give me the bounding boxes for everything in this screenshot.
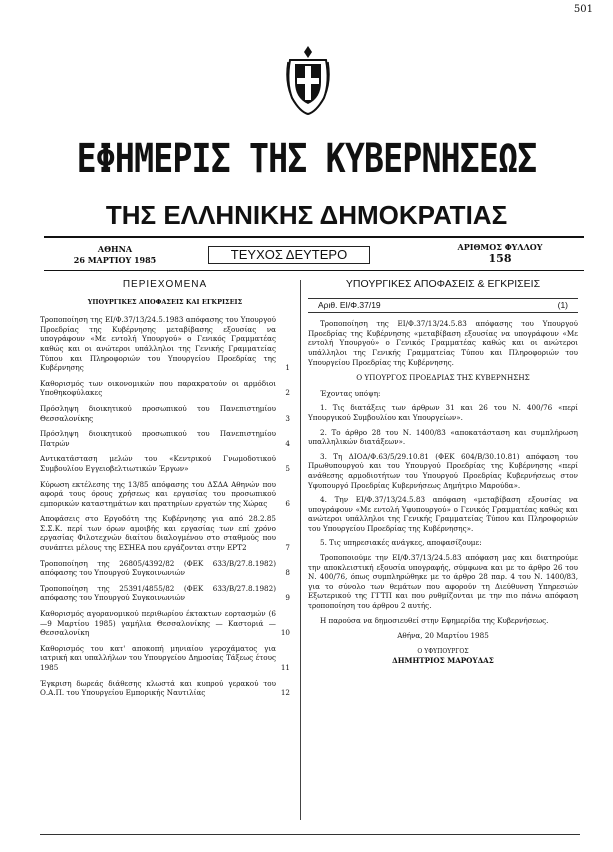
- decision-text: Τροποποιούμε την ΕΙ/Φ.37/13/24.5.83 απόφαση μας και διατηρούμε την αποκλειστική εξουσία υπογραφής, σύμφωνα και με το άρθρο 26 του Ν. 400/76, όπως συμπληρώθηκε με το άρθρο 28 παρ. 4 του Ν. 1400/83, για το σύνολο των θεμάτων που αφορούν τη Διεύθυνση Υπηρεσιών Εξωτερικού της ΓΓΤΠ και που ρυθμίζονται με την πιο πάνω απόφαση τροποποίηση του άρθρου 2 αυτής.: [308, 553, 578, 611]
- date: 26 ΜΑΡΤΙΟΥ 1985: [73, 255, 157, 265]
- bottom-rule: [40, 834, 580, 835]
- issue-place-date: [60, 244, 170, 266]
- sheet-info: [440, 242, 560, 264]
- contents-heading: ΠΕΡΙΕΧΟΜΕΝΑ: [122, 279, 208, 290]
- issue-box: ΤΕΥΧΟΣ ΔΕΥΤΕΡΟ: [208, 246, 370, 264]
- having-regard: Έχοντας υπόψη:: [320, 388, 381, 398]
- masthead-subtitle: ΤΗΣ ΕΛΛΗΝΙΚΗΣ ΔΗΜΟΚΡΑΤΙΑΣ: [105, 200, 508, 230]
- minister-heading: Ο ΥΠΟΥΡΓΟΣ ΠΡΟΕΔΡΙΑΣ ΤΗΣ ΚΥΒΕΡΝΗΣΗΣ: [356, 373, 530, 383]
- contents-item: Αντικατάσταση μελών του «Κεντρικού Γνωμοδοτικού Συμβουλίου Εγγειοβελτιωτικών Έργων» 5: [40, 454, 290, 473]
- top-rule: [44, 236, 584, 238]
- decisions-heading: ΥΠΟΥΡΓΙΚΕΣ ΑΠΟΦΑΣΕΙΣ & ΕΓΚΡΙΣΕΙΣ: [345, 278, 541, 290]
- decision-reference: [308, 298, 578, 314]
- legal-point: 3. Τη ΔΙΟΔ/Φ.63/5/29.10.81 (ΦΕΚ 604/Β/30.10.81) απόφαση του Πρωθυπουργού και του Υπουργού Προεδρίας της Κυβέρνησης «περί ανάθεσης αρμοδιοτήτων του Υπουργού Προεδρίας Κυβερνήσεως στον Υφυπουργό Προεδρίας Κυβερνήσεως Δημήτριο Μαρούδα».: [308, 451, 578, 490]
- signer-name: ΔΗΜΗΤΡΙΟΣ ΜΑΡΟΥΔΑΣ: [392, 656, 494, 666]
- contents-item: Τροποποίηση της 25391/4855/82 (ΦΕΚ 633/Β/27.8.1982) απόφασης του Υπουργού Συγκοινωνιών 9: [40, 583, 290, 603]
- signer-role: Ο ΥΦΥΠΟΥΡΓΟΣ: [417, 647, 469, 655]
- contents-item: Καθορισμός των οικονομικών που παρακρατούν οι αρμόδιοι Υποθηκοφύλακες 2: [40, 378, 290, 398]
- sheet-label: ΑΡΙΘΜΟΣ ΦΥΛΛΟΥ: [457, 242, 543, 252]
- contents-item: Καθορισμός του κατ' αποκοπή μηνιαίου γεροχάματος για ιατρική και υπαλλήλων του Υπουργείου Δημοσίας Τάξεως έτους 1985 11: [40, 643, 290, 672]
- contents-column: [40, 280, 290, 704]
- contents-item: Πρόσληψη διοικητικού προσωπικού του Πανεπιστημίου Θεσσαλονίκης 3: [40, 403, 290, 423]
- reference-index: (1): [557, 299, 568, 310]
- legal-point: 1. Τις διατάξεις των άρθρων 31 και 26 του Ν. 400/76 «περί Υπουργικού Συμβουλίου και Υπουργείων».: [308, 403, 578, 422]
- place-date: Αθήνα, 20 Μαρτίου 1985: [397, 631, 489, 641]
- publish-order: Η παρούσα να δημοσιευθεί στην Εφημερίδα της Κυβερνήσεως.: [320, 615, 549, 625]
- reference-number: Αριθ. ΕΙ/Φ.37/19: [318, 299, 381, 310]
- legal-point: 2. Το άρθρο 28 του Ν. 1400/83 «αποκατάσταση και συμπλήρωση υπαλληλικών διατάξεων».: [308, 427, 578, 447]
- contents-item: Καθορισμός αγορανομικού περιθωρίου έκτακτων εορτασμών (6—9 Μαρτίου 1985) γαμήλια Θεσσαλονίκης — Καστοριά — Θεσσαλονίκη 10: [40, 609, 290, 638]
- header-rule: [44, 270, 584, 271]
- decision-column: [308, 280, 578, 666]
- decision-title: Τροποποίηση της ΕΙ/Φ.37/13/24.5.83 απόφασης του Υπουργού Προεδρίας της Κυβέρνησης «μεταβίβαση εξουσίας να υπογράφουν «Με εντολή Υπουργού» ο Γενικός Γραμματέας καθώς και οι ανώτεροι υπάλληλοι της Γενικής Γραμματείας Τύπου και Πληροφοριών του Υπουργείου Προεδρίας της Κυβέρνησης.: [308, 319, 578, 367]
- contents-item: Πρόσληψη διοικητικού προσωπικού του Πανεπιστημίου Πατρών 4: [40, 429, 290, 448]
- page-number: 501: [573, 4, 593, 15]
- sheet-number: 158: [488, 252, 512, 265]
- contents-item: Έγκριση δωρεάς διάθεσης κλωστά και κυπρού γερακού του Ο.Α.Π. του Υπουργείου Εμπορικής Ναυτιλίας 12: [40, 678, 290, 698]
- masthead-title: ΕΦΗΜΕΡΙΣ ΤΗΣ ΚΥΒΕΡΝΗΣΕΩΣ: [76, 136, 537, 182]
- contents-item: Τροποποίηση της 26805/4392/82 (ΦΕΚ 633/Β/27.8.1982) απόφασης του Υπουργού Συγκοινωνιών 8: [40, 558, 290, 578]
- contents-item: Τροποποίηση της ΕΙ/Φ.37/13/24.5.1983 απόφασης του Υπουργού Προεδρίας της Κυβέρνησης μεταβίβασης εξουσίας να υπογράφουν «Με εντολή Υπουργού» ο Γενικός Γραμματέας καθώς και οι ανώτεροι υπάλληλοι της Γενικής Γραμματείας Τύπου και Πληροφοριών του Υπουργείου Προεδρίας της Κυβέρνησης 1: [40, 315, 290, 373]
- contents-subheading: ΥΠΟΥΡΓΙΚΕΣ ΑΠΟΦΑΣΕΙΣ ΚΑΙ ΕΓΚΡΙΣΕΙΣ: [87, 297, 243, 306]
- coat-of-arms-emblem: [282, 42, 334, 118]
- city: ΑΘΗΝΑ: [97, 244, 133, 254]
- contents-item: Κύρωση εκτέλεσης της 13/85 απόφασης του ΔΣΔΑ Αθηνών που αφορά τους όρους χρήσεως και εργασίας του προσωπικού εμπορικών καταστημάτων και πρατηρίων εργατών της Χώρας 6: [40, 479, 290, 508]
- legal-point: 5. Τις υπηρεσιακές ανάγκες, αποφασίζουμε:: [320, 538, 482, 548]
- column-divider: [300, 280, 301, 820]
- legal-point: 4. Την ΕΙ/Φ.37/13/24.5.83 απόφαση «μεταβίβαση εξουσίας να υπογράφουν «Με εντολή Υφυπουργού» ο Γενικός Γραμματέας καθώς και ανώτεροι υπάλληλοι της Γενικής Γραμματείας Τύπου και Πληροφοριών του Υπουργείου Προεδρίας της Κυβέρνησης».: [308, 495, 578, 533]
- contents-item: Αποφάσεις στο Εργοδότη της Κυβέρνησης για από 28.2.85 Σ.Σ.Κ. περί των όρων αμοιβής και εργασίας των επί χρόνο εργασίας Φιλοτεχνών διαίτου διαλογμένου στο σταθμούς που συνάπτει μέλους της ΕΣΗΕΑ που εργάζονται στην ΕΡΤ2 7: [40, 514, 290, 553]
